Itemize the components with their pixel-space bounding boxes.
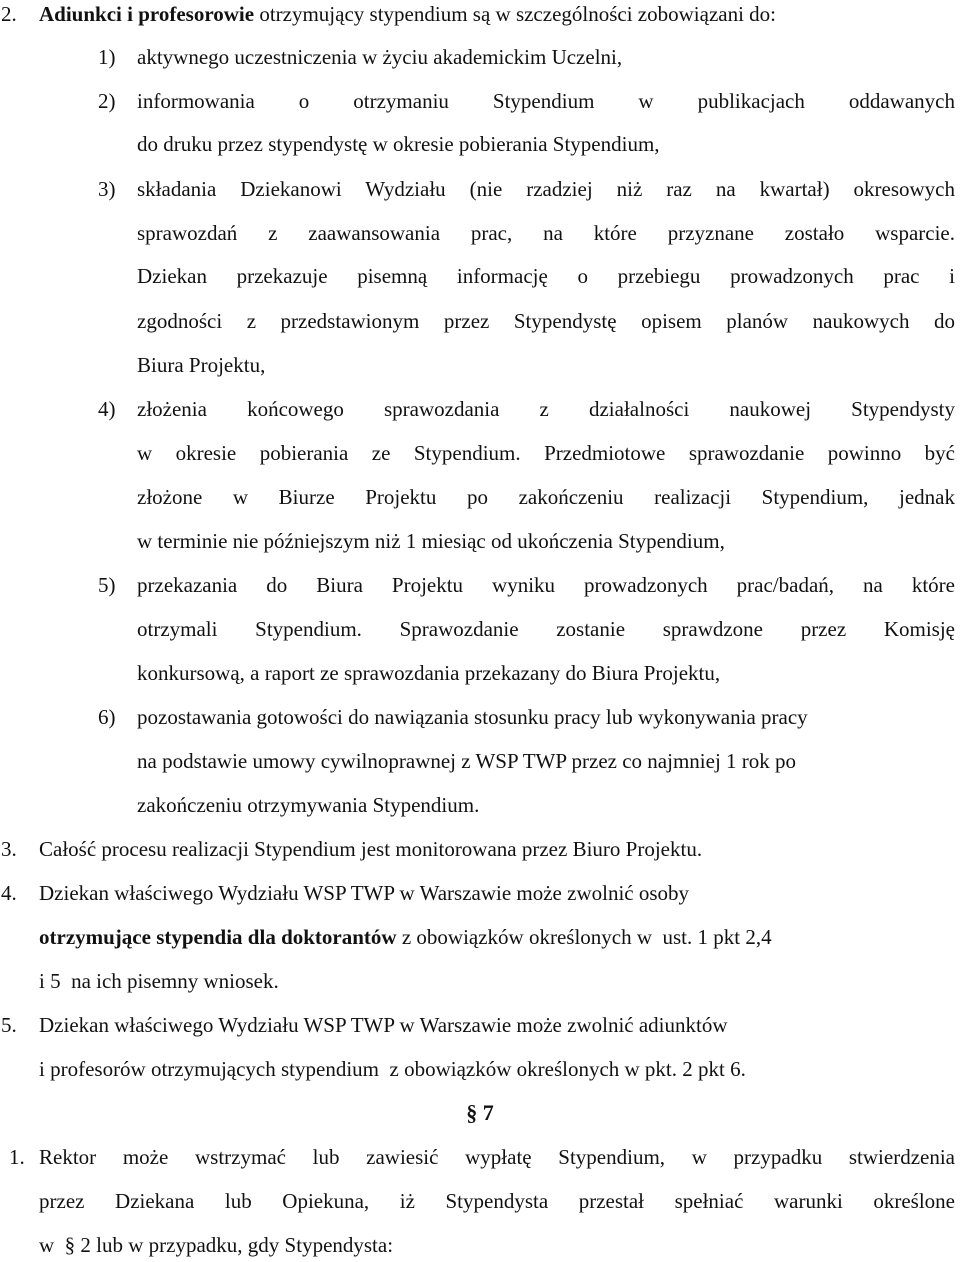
subitem-line: przekazania do Biura Projektu wyniku prowadzonych prac/badań, na które [137,573,955,597]
subitem-line: w terminie nie późniejszym niż 1 miesiąc od ukończenia Stypendium, [137,529,725,553]
subitem-line: otrzymali Stypendium. Sprawozdanie zostanie sprawdzone przez Komisję [137,617,955,641]
section-heading: § 7 [466,1100,494,1125]
item-2-number: 2. [1,2,17,26]
subitem-line: składania Dziekanowi Wydziału (nie rzadziej niż raz na kwartał) okresowych [137,177,955,201]
subitem-number: 2) [98,89,116,113]
subitem-number: 5) [98,573,116,597]
item-4-number: 4. [1,881,17,905]
subitem-line: zgodności z przedstawionym przez Stypendystę opisem planów naukowych do [137,309,955,333]
subitem-line: złożenia końcowego sprawozdania z działalności naukowej Stypendysty [137,397,955,421]
item-2-heading [39,2,776,26]
subitem-line: Biura Projektu, [137,353,266,377]
subitem-number: 6) [98,705,116,729]
s7-item-1-line: w § 2 lub w przypadku, gdy Stypendysta: [39,1233,394,1257]
subitem-line: konkursową, a raport ze sprawozdania przekazany do Biura Projektu, [137,661,721,685]
s7-item-1-line: Rektor może wstrzymać lub zawiesić wypłatę Stypendium, w przypadku stwierdzenia [39,1145,955,1169]
item-4-line-rest: z obowiązków określonych w ust. 1 pkt 2,4 [396,925,772,949]
subitem-line: na podstawie umowy cywilnoprawnej z WSP TWP przez co najmniej 1 rok po [137,749,797,773]
item-5-line: Dziekan właściwego Wydziału WSP TWP w Warszawie może zwolnić adiunktów [39,1013,728,1037]
subitem-line: sprawozdań z zaawansowania prac, na które przyznane zostało wsparcie. [137,221,955,245]
item-2-heading-rest: otrzymujący stypendium są w szczególności zobowiązani do: [254,2,777,26]
s7-item-1-number: 1. [9,1145,25,1169]
subitem-line: informowania o otrzymaniu Stypendium w publikacjach oddawanych [137,89,955,113]
item-2-bold-lead: Adiunkci i profesorowie [39,2,255,26]
item-5-line: i profesorów otrzymujących stypendium z obowiązków określonych w pkt. 2 pkt 6. [39,1057,746,1081]
subitem-line: pozostawania gotowości do nawiązania stosunku pracy lub wykonywania pracy [137,705,808,729]
s7-item-1-line: przez Dziekana lub Opiekuna, iż Stypendysta przestał spełniać warunki określone [39,1189,955,1213]
subitem-line: aktywnego uczestniczenia w życiu akademickim Uczelni, [137,45,623,69]
subitem-number: 3) [98,177,116,201]
subitem-number: 4) [98,397,116,421]
subitem-line: w okresie pobierania ze Stypendium. Przedmiotowe sprawozdanie powinno być [137,441,955,465]
subitem-line: do druku przez stypendystę w okresie pobierania Stypendium, [137,132,660,156]
subitem-line: zakończeniu otrzymywania Stypendium. [137,793,480,817]
item-4-bold-phrase: otrzymujące stypendia dla doktorantów [39,925,397,949]
item-3-number: 3. [1,837,17,861]
item-3-text: Całość procesu realizacji Stypendium jest monitorowana przez Biuro Projektu. [39,837,703,861]
item-4-line: Dziekan właściwego Wydziału WSP TWP w Warszawie może zwolnić osoby [39,881,690,905]
subitem-number: 1) [98,45,116,69]
subitem-line: złożone w Biurze Projektu po zakończeniu realizacji Stypendium, jednak [137,485,955,509]
item-4-line [39,925,772,949]
item-4-line: i 5 na ich pisemny wniosek. [39,969,279,993]
item-5-number: 5. [1,1013,17,1037]
subitem-line: Dziekan przekazuje pisemną informację o przebiegu prowadzonych prac i [137,264,955,288]
